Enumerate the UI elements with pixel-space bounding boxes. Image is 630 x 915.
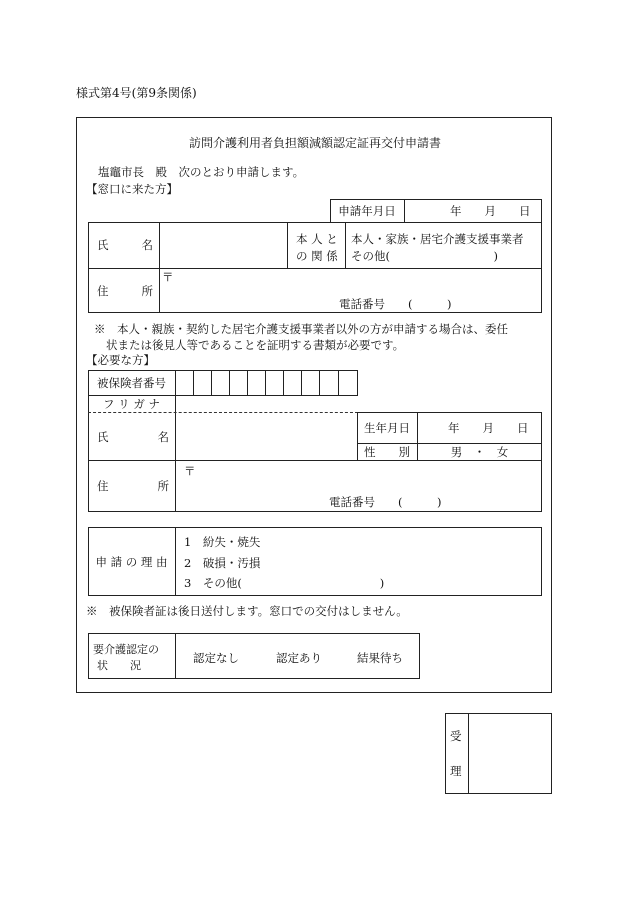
applicant-name-field[interactable] [160,223,286,267]
certification-label-1: 要介護認定の [93,643,159,656]
note-delegation-2: 状または後見人等であることを証明する書類が必要です。 [106,338,405,352]
reason-option-damaged[interactable]: 2 破損・汚損 [184,556,261,570]
insured-postal-mark: 〒 [184,464,196,478]
certification-option-none[interactable]: 認定なし [193,651,239,665]
insured-section-title: 【必要な方】 [86,353,155,367]
reason-option-lost[interactable]: 1 紛失・焼失 [184,535,261,549]
furigana-label: フ リ ガ ナ [103,396,160,411]
insured-address-label: 住 所 [97,479,169,493]
relation-options[interactable]: 本人・家族・居宅介護支援事業者 [351,232,524,246]
relation-label-1: 本 人 と [296,232,338,246]
gender-label: 性 別 [364,444,410,459]
insured-address-field[interactable] [196,464,536,508]
certification-label-2: 状 況 [97,659,141,672]
form-title: 訪問介護利用者負担額減額認定証再交付申請書 [188,136,441,150]
applicant-phone[interactable]: 電話番号 ( ) [339,297,452,311]
certification-option-pending[interactable]: 結果待ち [357,651,403,665]
receipt-label-char2: 理 [450,764,462,778]
addressee: 塩竈市長 殿 次のとおり申請します。 [98,165,305,179]
certification-option-certified[interactable]: 認定あり [276,651,322,665]
receipt-label-char1: 受 [450,729,462,743]
insured-number-label: 被保険者番号 [97,375,166,390]
note-delegation-1: ※ 本人・親族・契約した居宅介護支援事業者以外の方が申請する場合は、委任 [94,322,508,336]
relation-label-2: の 関 係 [296,249,338,263]
insured-phone[interactable]: 電話番号 ( ) [329,495,442,509]
application-date-label: 申請年月日 [338,204,396,218]
application-date-field[interactable]: 年 月 日 [450,204,531,218]
birthdate-label: 生年月日 [364,420,410,435]
birthdate-field[interactable]: 年 月 日 [448,420,529,435]
reason-option-other[interactable]: 3 その他( ) [184,576,385,590]
applicant-section-title: 【窓口に来た方】 [86,182,178,196]
applicant-address-field[interactable] [175,270,535,310]
form-number: 様式第4号(第9条関係) [76,86,197,100]
gender-options[interactable]: 男 ・ 女 [450,444,509,459]
relation-other-field[interactable]: その他( ) [351,249,498,263]
furigana-field[interactable] [176,396,356,411]
applicant-name-label: 氏 名 [97,238,153,252]
insured-name-label: 氏 名 [97,429,169,444]
applicant-address-label: 住 所 [97,283,153,298]
insured-number-field[interactable] [176,371,357,394]
insured-name-field[interactable] [176,414,356,459]
receipt-stamp-area[interactable] [470,715,550,792]
note-mailing: ※ 被保険者証は後日送付します。窓口での交付はしません。 [86,604,408,618]
postal-mark: 〒 [162,270,174,284]
reason-label: 申 請 の 理 由 [95,554,168,569]
